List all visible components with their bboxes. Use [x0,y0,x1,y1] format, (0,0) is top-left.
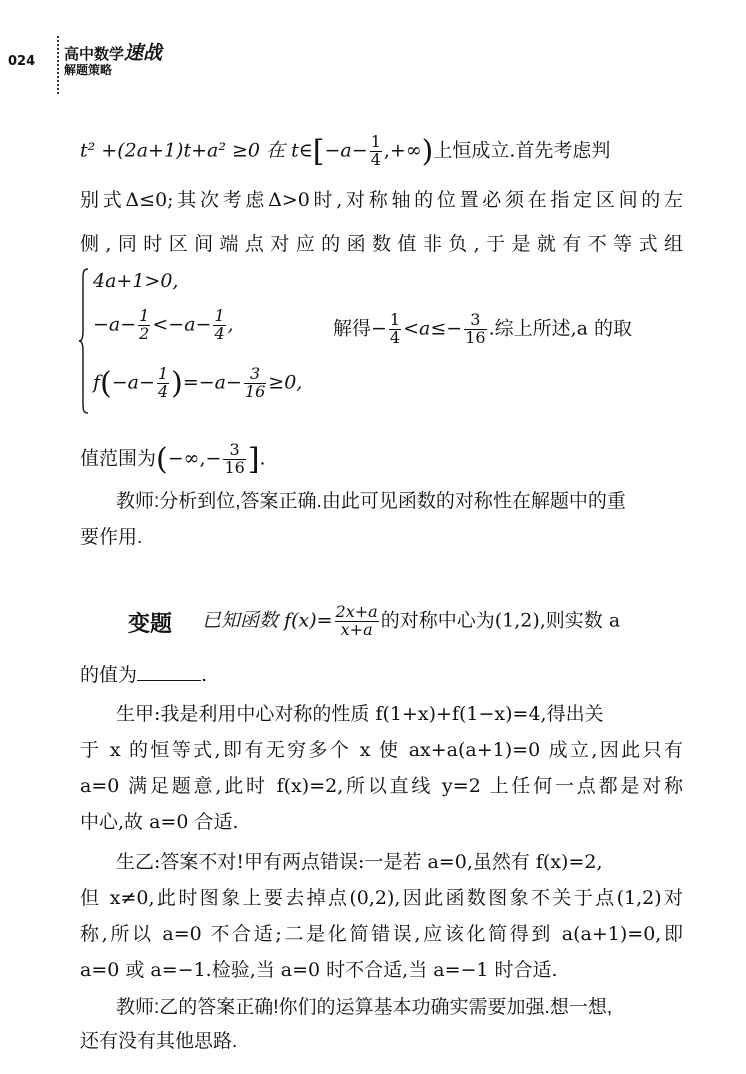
interval-end: ,+∞ [383,139,422,162]
fraction-denominator: x+a [340,619,373,639]
right-paren: ) [421,134,434,169]
range-line [80,440,266,479]
variant-question [202,604,620,639]
expr-part: 已知函数 f(x)= [202,609,333,632]
fraction-denominator: 16 [465,327,486,347]
teacher-comment: 教师:分析到位,答案正确.由此可见函数的对称性在解题中的重 [116,491,626,512]
student-a-text: 生甲:我是利用中心对称的性质 f(1+x)+f(1−x)=4,得出关 [116,703,604,725]
left-bracket: [ [312,134,325,169]
fraction-denominator: 2 [139,323,150,343]
variant-title: 变题 [128,612,173,637]
paragraph-text: 上恒成立.首先考虑判 [433,139,611,162]
left-paren: ( [156,442,168,477]
fraction [157,366,169,401]
fraction [244,366,266,401]
right-bracket: ] [247,442,260,477]
fraction-numerator: 3 [223,442,245,460]
book-title-brush: 速战 [124,42,163,64]
expr-part: .综上所述,a 的取 [488,317,633,340]
fraction-numerator: 1 [157,364,169,384]
fraction [335,604,379,639]
teacher-comment: 还有没有其他思路. [80,1031,238,1052]
answer-blank [137,662,201,681]
interval-start: −a− [324,139,368,162]
paragraph-line: 别式Δ≤0;其次考虑Δ>0时,对称轴的位置必须在指定区间的左 [80,189,683,211]
fraction-denominator: 4 [214,323,225,343]
fraction-numerator: 3 [464,312,486,330]
fraction-denominator: 4 [157,382,169,401]
inequality-text: t² +(2a+1)t+a² ≥0 在 t∈ [80,139,313,162]
expr-part: , [227,313,234,336]
expr-part: −∞,− [167,447,222,470]
expr-part: =−a− [182,371,242,394]
fraction [223,442,245,477]
expr-part: ≥0, [268,371,303,394]
page-number: 024 [8,54,36,69]
student-b-text: 但 x≠0,此时图象上要去掉点(0,2),因此函数图象不关于点(1,2)对 [80,887,683,909]
expr-part: 的值为 [80,664,138,686]
expr-part: −a− [111,371,155,394]
system-row-1: 4a+1>0, [93,270,179,292]
expr-part: −a− [93,313,137,336]
student-a-text: 中心,故 a=0 合适. [80,811,239,833]
paragraph-line: 侧,同时区间端点对应的函数值非负,于是就有不等式组 [80,233,683,255]
teacher-comment: 教师:乙的答案正确!你们的运算基本功确实需要加强.想一想, [116,997,613,1018]
left-paren: ( [100,366,112,401]
expr-part: . [259,447,266,470]
solution-text [333,312,632,347]
student-b-text: 生乙:答案不对!甲有两点错误:一是若 a=0,虽然有 f(x)=2, [116,851,603,873]
student-a-text: a=0 满足题意,此时 f(x)=2,所以直线 y=2 上任何一点都是对称 [80,775,683,797]
fraction-denominator: 16 [224,458,245,477]
teacher-comment: 要作用. [80,527,143,548]
expr-part: f [93,371,101,394]
fraction [464,312,486,347]
expr-part: 的对称中心为(1,2),则实数 a [380,609,621,632]
student-a-text: 于 x 的恒等式,即有无穷多个 x 使 ax+a(a+1)=0 成立,因此只有 [80,739,683,761]
fraction-numerator: 1 [389,310,401,329]
fraction [213,308,225,343]
book-subtitle: 解题策略 [64,63,113,77]
book-title-prefix: 高中数学 [64,45,125,63]
expr-part: . [201,664,208,686]
fraction [138,308,150,343]
fraction [370,134,382,169]
right-paren: ) [171,366,183,401]
fraction-denominator: 16 [244,382,266,401]
expr-part: 解得− [333,317,387,340]
fraction-denominator: 4 [370,150,381,169]
expr-part: <−a− [152,313,212,336]
student-b-text: a=0 或 a=−1.检验,当 a=0 时不合适,当 a=−1 时合适. [80,959,558,981]
expr-part: 值范围为 [80,447,157,470]
expr-part: <a≤− [403,317,463,340]
fraction-numerator: 1 [370,132,381,152]
fraction-numerator: 1 [214,306,225,325]
variant-question [80,662,207,688]
system-brace [79,268,89,414]
paragraph-line [80,132,610,171]
system-row-2 [93,308,234,343]
fraction-numerator: 1 [139,306,150,325]
header-divider [57,36,59,94]
student-b-text: 称,所以 a=0 不合适;二是化简错误,应该化简得到 a(a+1)=0,即 [80,923,683,945]
fraction-numerator: 2x+a [335,602,378,621]
fraction [389,312,401,347]
fraction-numerator: 3 [244,366,266,384]
fraction-denominator: 4 [389,327,401,347]
system-row-3 [93,366,302,401]
